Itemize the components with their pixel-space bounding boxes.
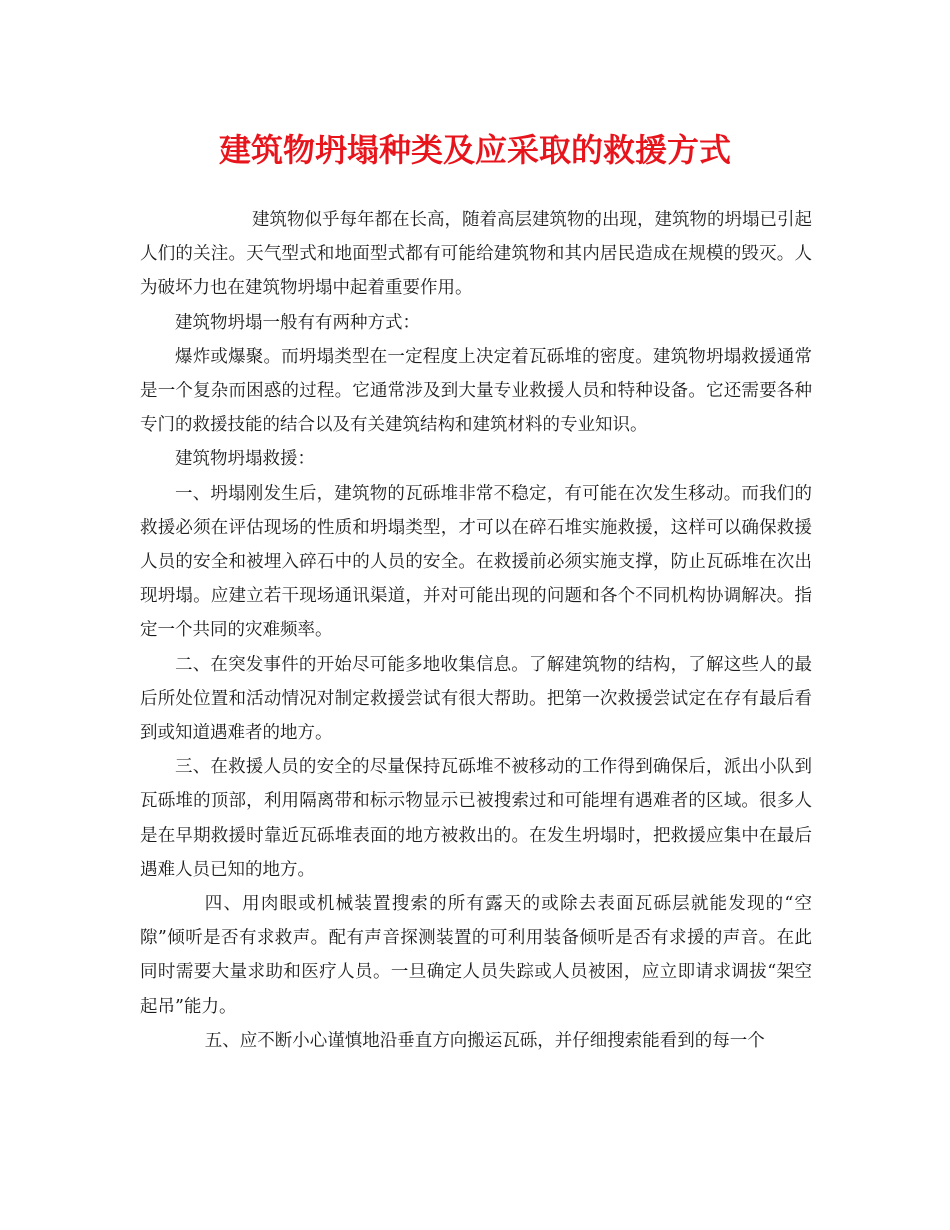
paragraph-step-two: 二、在突发事件的开始尽可能多地收集信息。了解建筑物的结构，了解这些人的最后所处位置和活动情况对制定救援尝试有很大帮助。把第一次救援尝试定在存有最后看到或知道遇难者的地方。 bbox=[140, 654, 812, 744]
paragraph-intro: 建筑物似乎每年都在长高，随着高层建筑物的出现，建筑物的坍塌已引起人们的关注。天气型式和地面型式都有可能给建筑物和其内居民造成在规模的毁灭。人为破坏力也在建筑物坍塌中起着重要作用。 bbox=[140, 210, 812, 299]
paragraph-step-five: 五、应不断小心谨慎地沿垂直方向搬运瓦砾，并仔细搜索能看到的每一个 bbox=[204, 1030, 765, 1051]
document-title: 建筑物坍塌种类及应采取的救援方式 bbox=[218, 131, 731, 169]
paragraph-step-four: 四、用肉眼或机械装置搜索的所有露天的或除去表面瓦砾层就能发现的“空隙”倾听是否有求救声。配有声音探测装置的可利用装备倾听是否有求援的声音。在此同时需要大量求助和医疗人员。一旦确定人员失踪或人员被困，应立即请求调拔“架空起吊”能力。 bbox=[140, 894, 812, 1017]
paragraph-step-three: 三、在救援人员的安全的尽量保持瓦砾堆不被移动的工作得到确保后，派出小队到瓦砾堆的顶部，利用隔离带和标示物显示已被搜索过和可能埋有遇难者的区域。很多人是在早期救援时靠近瓦砾堆表面的地方被救出的。在发生坍塌时，把救援应集中在最后遇难人员已知的地方。 bbox=[140, 757, 812, 880]
paragraph-step-one: 一、坍塌刚发生后，建筑物的瓦砾堆非常不稳定，有可能在次发生移动。而我们的救援必须在评估现场的性质和坍塌类型，才可以在碎石堆实施救援，这样可以确保救援人员的安全和被埋入碎石中的人员的安全。在救援前必须实施支撑，防止瓦砾堆在次出现坍塌。应建立若干现场通讯渠道，并对可能出现的问题和各个不同机构协调解决。指定一个共同的灾难频率。 bbox=[140, 483, 812, 641]
paragraph-explosion: 爆炸或爆聚。而坍塌类型在一定程度上决定着瓦砾堆的密度。建筑物坍塌救援通常是一个复杂而困惑的过程。它通常涉及到大量专业救援人员和特种设备。它还需要各种专门的救援技能的结合以及有关建筑结构和建筑材料的专业知识。 bbox=[140, 346, 812, 436]
paragraph-two-modes: 建筑物坍塌一般有有两种方式： bbox=[175, 312, 420, 333]
document-body bbox=[140, 203, 812, 1058]
paragraph-rescue-heading: 建筑物坍塌救援： bbox=[175, 449, 315, 470]
